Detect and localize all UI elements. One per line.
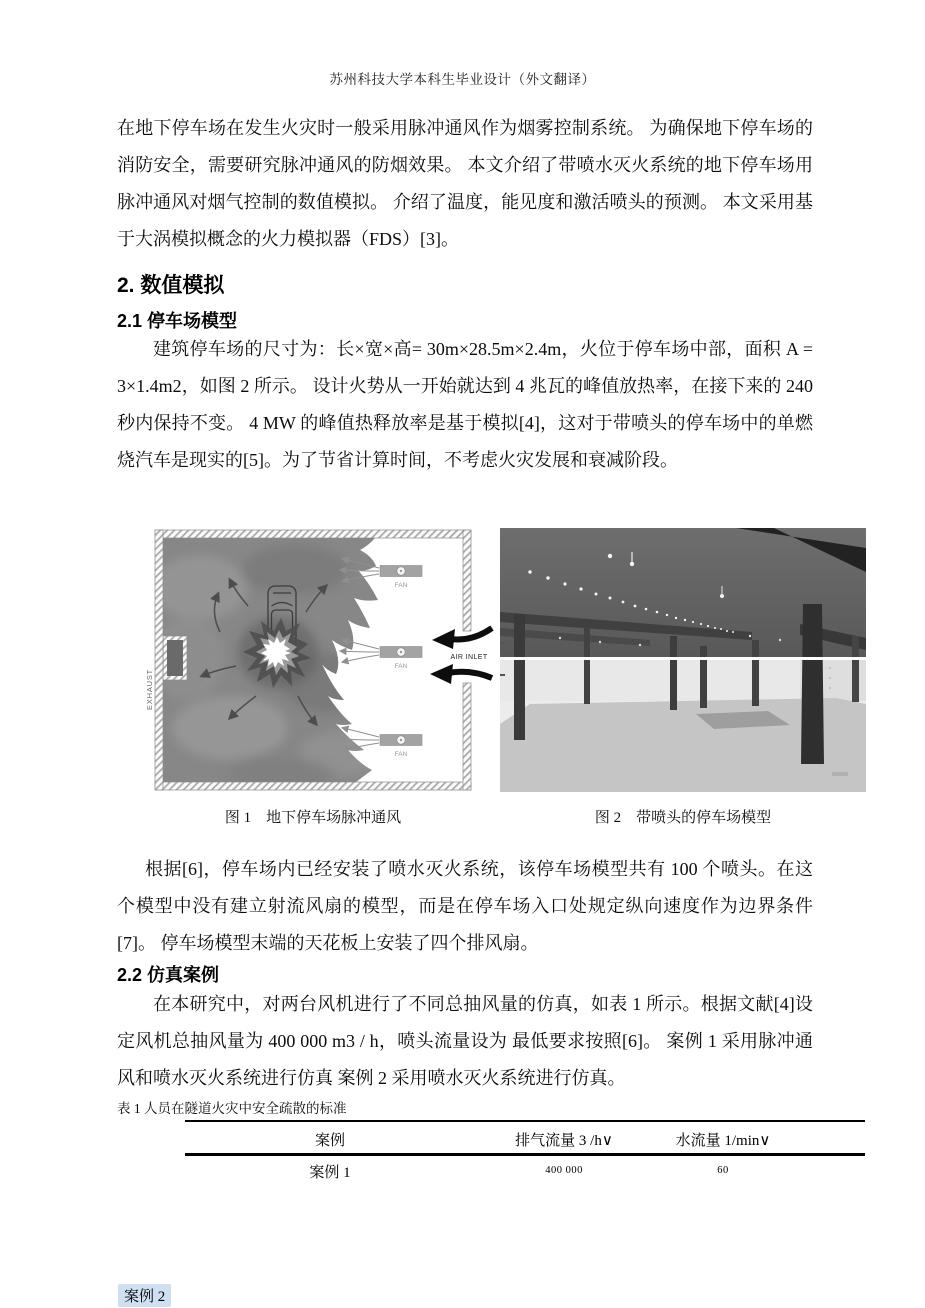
figure-1-caption: 图 1 地下停车场脉冲通风 bbox=[224, 810, 402, 826]
table-1-caption: 表 1 人员在隧道火灾中安全疏散的标准 bbox=[117, 1101, 347, 1116]
section-2-heading: 2. 数值模拟 bbox=[117, 274, 225, 297]
table-cell-water-flow: 60 bbox=[717, 1165, 729, 1176]
table-header-rule bbox=[185, 1153, 865, 1156]
table-header-water-flow: 水流量 1/min∨ bbox=[675, 1133, 771, 1149]
figure-2-parking-model-3d bbox=[500, 528, 866, 792]
intro-paragraph: 在地下停车场在发生火灾时一般采用脉冲通风作为烟雾控制系统。 为确保地下停车场的消防安全，需要研究脉冲通风的防烟效果。 本文介绍了带喷水灭火系统的地下停车场用脉冲通风对烟气控制的数值模拟。 介绍了温度，能见度和激活喷头的预测。 本文采用基于大涡模拟概念的火力模拟器（FDS）[3]。 bbox=[117, 118, 813, 249]
parking-model-paragraph: 建筑停车场的尺寸为：长×宽×高= 30m×28.5m×2.4m，火位于停车场中部，面积 A = 3×1.4m2，如图 2 所示。 设计火势从一开始就达到 4 兆瓦的峰值放热率，在接下来的 240 秒内保持不变。 4 MW 的峰值热释放率是基于模拟[4]，这对于带喷头的停车场中的单燃烧汽车是现实的[5]。为了节省计算时间，不考虑火灾发展和衰减阶段。 bbox=[117, 339, 813, 470]
table-top-rule bbox=[185, 1120, 865, 1122]
figure-2-caption: 图 2 带喷头的停车场模型 bbox=[594, 810, 772, 826]
table-1 bbox=[185, 1120, 865, 1195]
edge-tick bbox=[500, 642, 505, 644]
fan-label: FAN bbox=[394, 663, 408, 670]
table-header-exhaust-flow: 排气流量 3 /h∨ bbox=[515, 1133, 613, 1149]
fan-label: FAN bbox=[394, 582, 408, 589]
air-inlet-label: AIR INLET bbox=[450, 654, 488, 661]
sprinkler-paragraph: 根据[6]，停车场内已经安装了喷水灭火系统，该停车场模型共有 100 个喷头。在这个模型中没有建立射流风扇的模型，而是在停车场入口处规定纵向速度作为边界条件[7]。 停车场模型末端的天花板上安装了四个排风扇。 bbox=[117, 859, 813, 953]
next-row-case-2-selection: 案例 2 bbox=[118, 1284, 171, 1307]
simulation-cases-paragraph: 在本研究中，对两台风机进行了不同总抽风量的仿真，如表 1 所示。根据文献[4]设定风机总抽风量为 400 000 m3 / h，喷头流量设为 最低要求按照[6]。 案例 1 采用脉冲通风和喷水灭火系统进行仿真 案例 2 采用喷水灭火系统进行仿真。 bbox=[117, 994, 813, 1088]
section-2-1-heading: 2.1 停车场模型 bbox=[117, 311, 238, 331]
watermark bbox=[832, 772, 848, 776]
page-header: 苏州科技大学本科生毕业设计（外文翻译） bbox=[329, 72, 596, 87]
exhaust-duct bbox=[163, 636, 187, 680]
figure-1-impulse-ventilation-diagram bbox=[140, 528, 498, 792]
table-header-case: 案例 bbox=[314, 1133, 346, 1149]
height-marker-line bbox=[500, 657, 866, 660]
table-cell-exhaust-flow: 400 000 bbox=[545, 1165, 583, 1176]
exhaust-label: EXHAUST bbox=[145, 668, 154, 710]
edge-tick bbox=[500, 674, 505, 676]
fan-label: FAN bbox=[394, 751, 408, 758]
section-2-2-heading: 2.2 仿真案例 bbox=[117, 965, 220, 985]
table-cell-case: 案例 1 bbox=[309, 1165, 351, 1181]
